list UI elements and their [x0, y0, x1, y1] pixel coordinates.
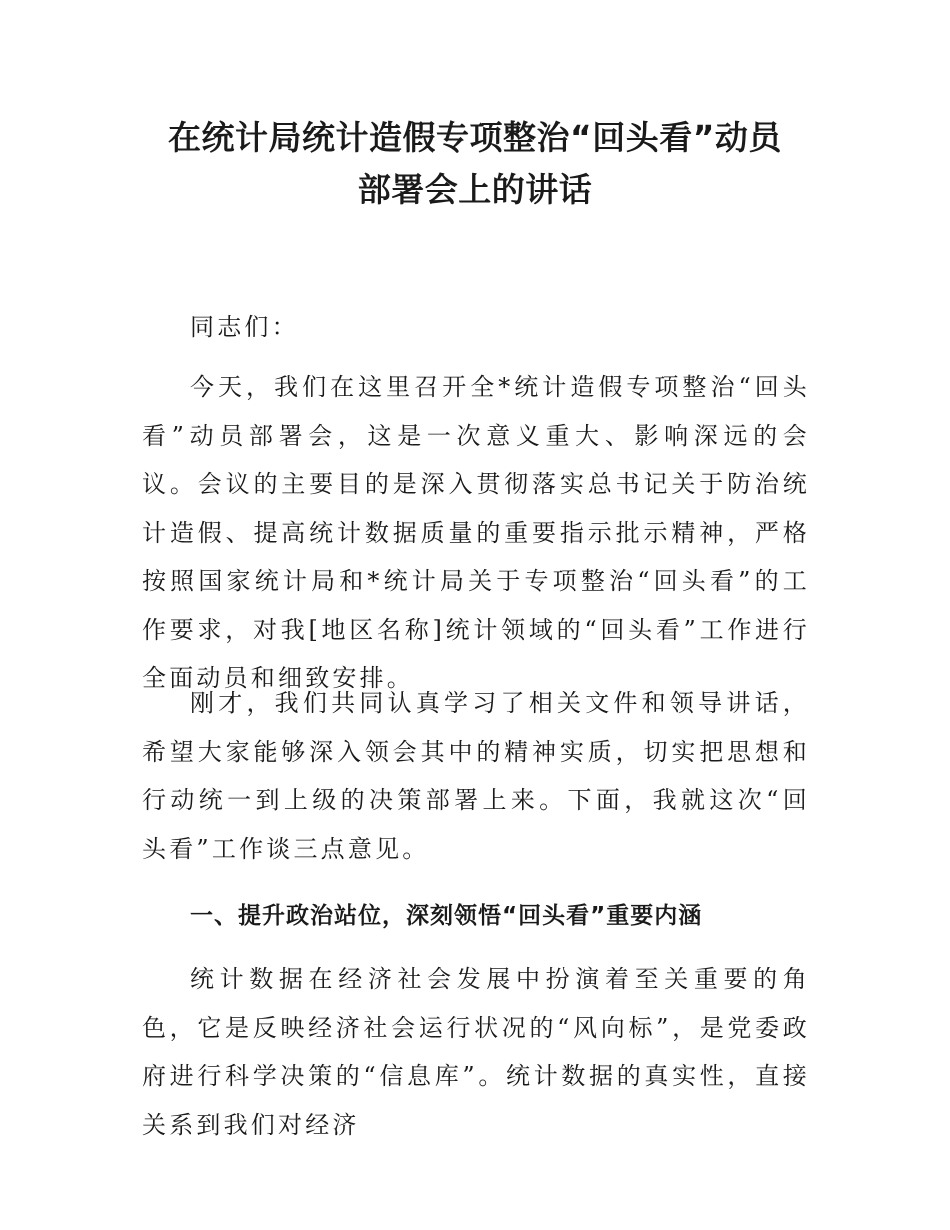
section-heading-1: 一、提升政治站位，深刻领悟“回头看”重要内涵 — [190, 903, 703, 929]
title-line-2: 部署会上的讲话 — [357, 170, 593, 209]
title-line-1: 在统计局统计造假专项整治“回头看”动员 — [168, 118, 782, 157]
document-title — [130, 112, 820, 216]
paragraph-outline: 刚才，我们共同认真学习了相关文件和领导讲话，希望大家能够深入领会其中的精神实质，切实把思想和行动统一到上级的决策部署上来。下面，我就这次“回头看”工作谈三点意见。 — [142, 689, 810, 863]
paragraph-opening: 今天，我们在这里召开全*统计造假专项整治“回头看”动员部署会，这是一次意义重大、影响深远的会议。会议的主要目的是深入贯彻落实总书记关于防治统计造假、提高统计数据质量的重要指示批示精神，严格按照国家统计局和*统计局关于专项整治“回头看”的工作要求，对我[地区名称]统计领域的“回头看”工作进行全面动员和细致安排。 — [142, 373, 810, 692]
section-1-paragraph: 统计数据在经济社会发展中扮演着至关重要的角色，它是反映经济社会运行状况的“风向标”，是党委政府进行科学决策的“信息库”。统计数据的真实性，直接关系到我们对经济 — [142, 965, 810, 1139]
salutation: 同志们： — [190, 313, 299, 341]
